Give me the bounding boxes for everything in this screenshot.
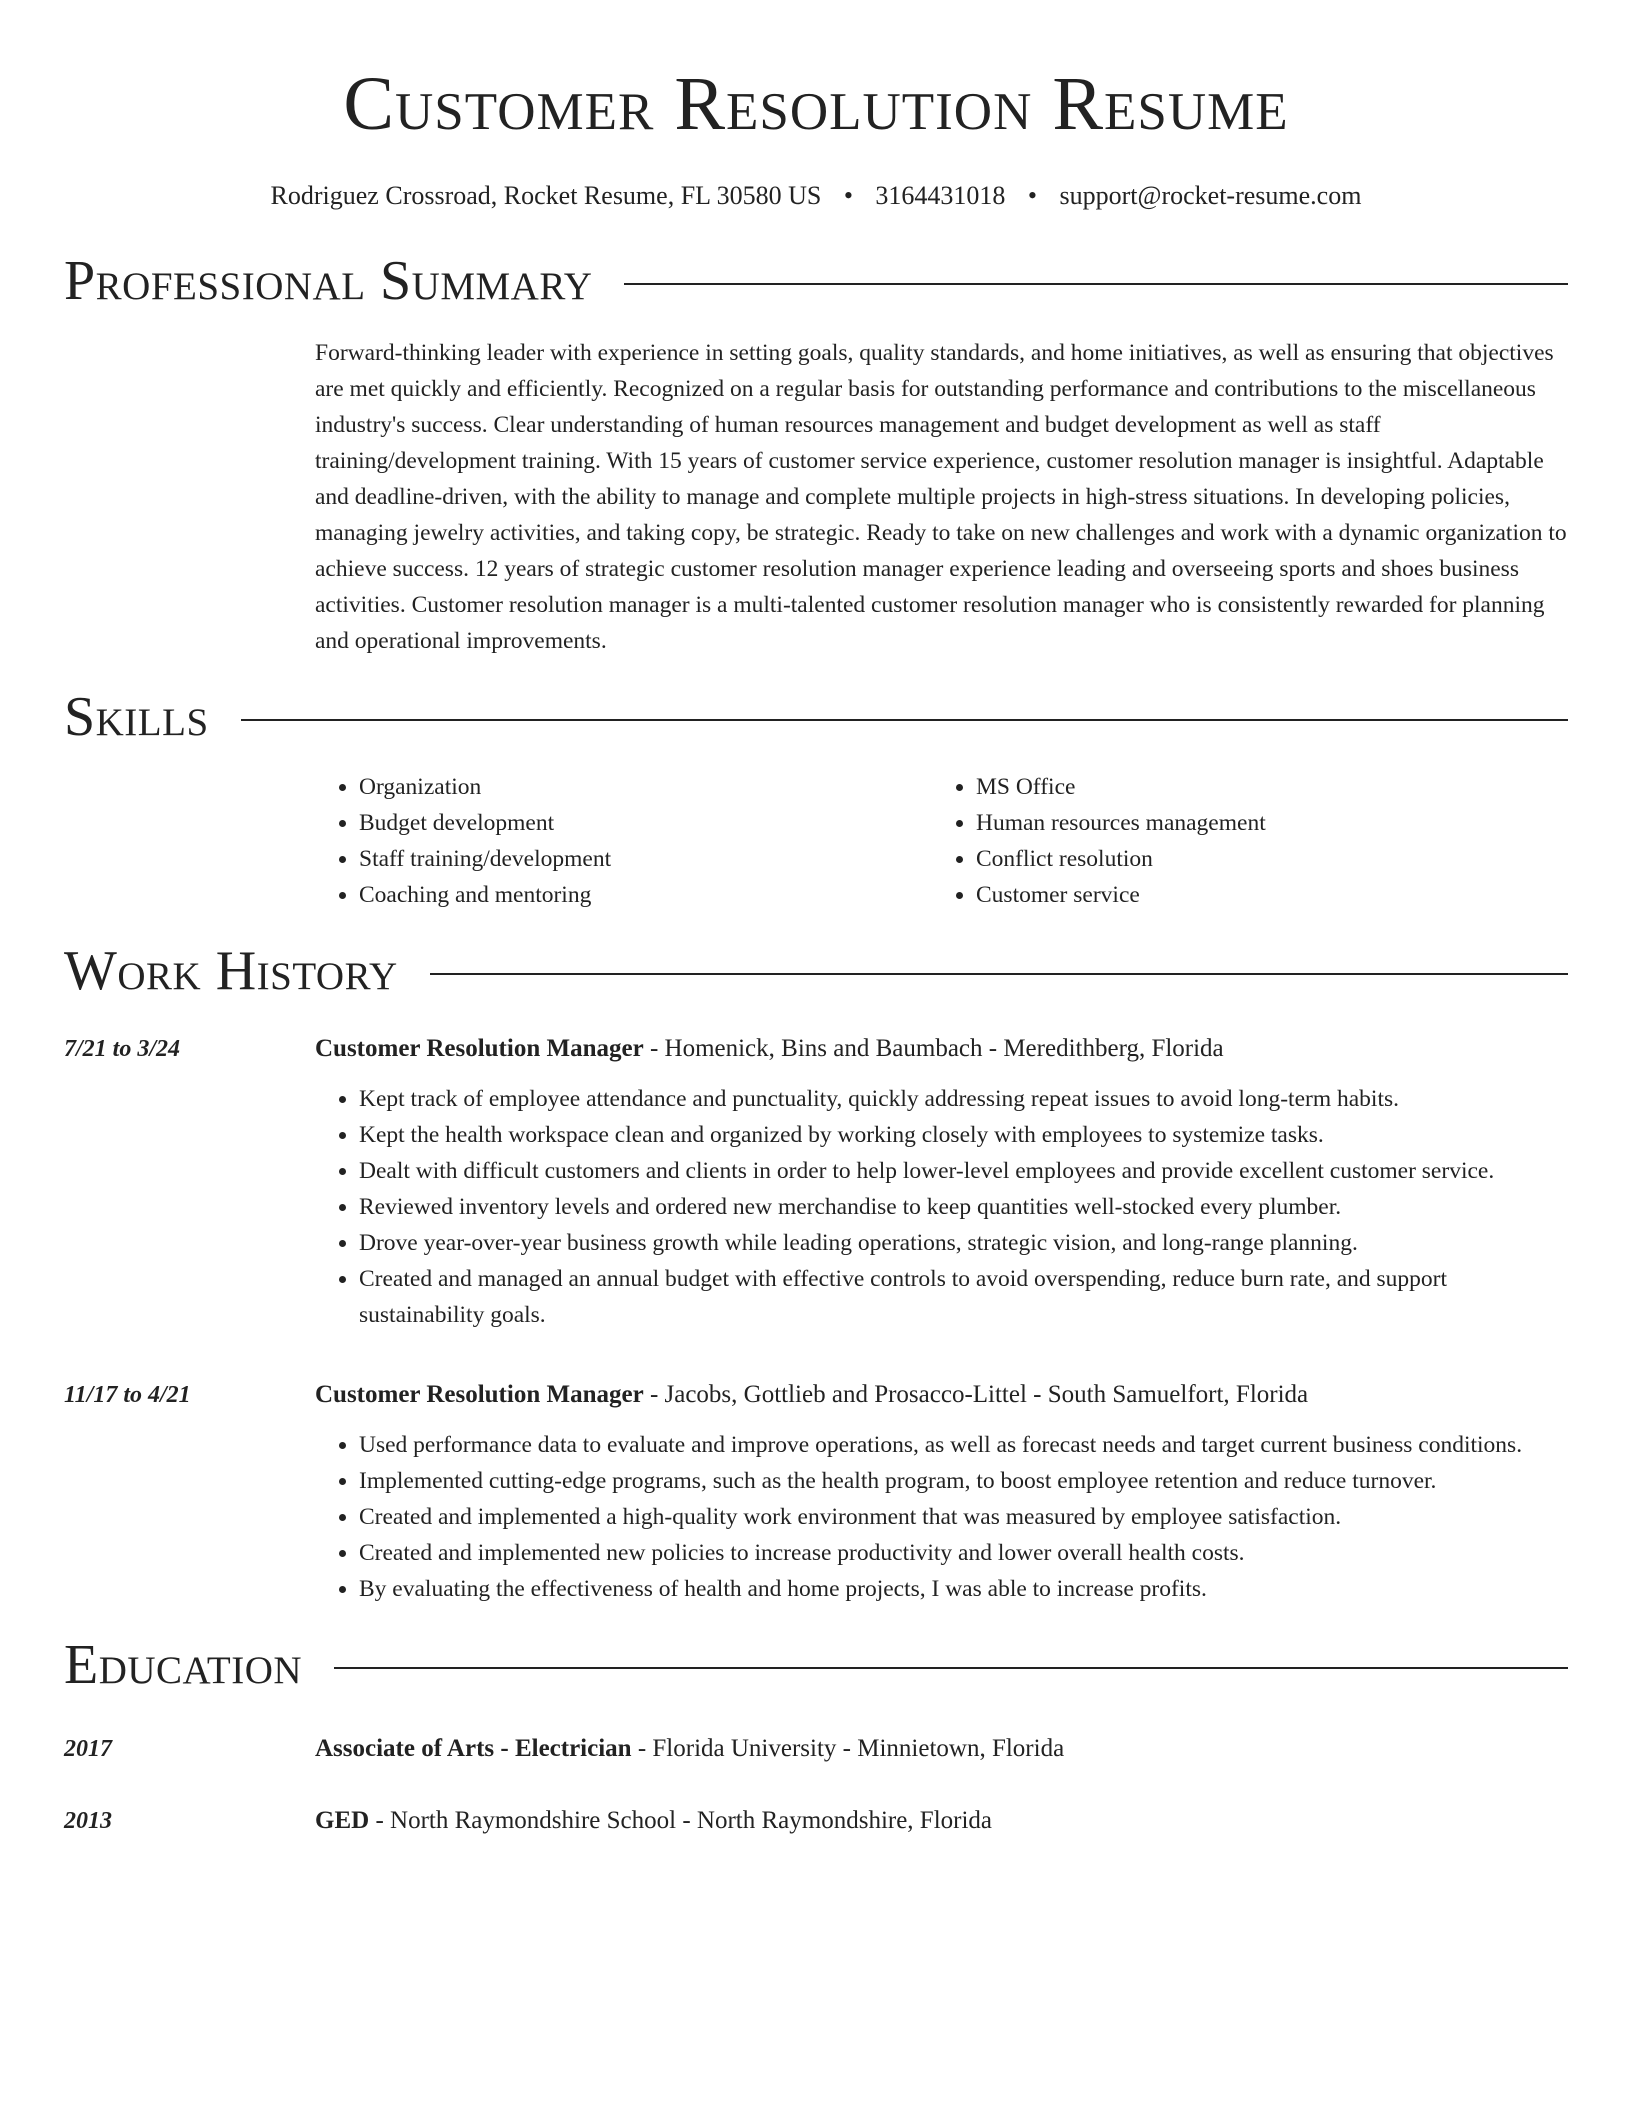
skills-section-header (64, 686, 1568, 749)
job-bullet: • Created and managed an annual budget with effective controls to avoid overspending, reduce burn rate, and support sustainability goals. (359, 1261, 1568, 1333)
job-title: Customer Resolution Manager (315, 1381, 644, 1409)
education-body (315, 1803, 1568, 1839)
job-bullet: • Created and implemented a high-quality work environment that was measured by employee satisfaction. (359, 1499, 1568, 1535)
summary-section-header (64, 250, 1568, 313)
job-bullets (315, 1081, 1568, 1333)
education-section-header (64, 1634, 1568, 1697)
section-divider (334, 1667, 1568, 1669)
skill-item: • Coaching and mentoring (359, 877, 932, 913)
skill-item: • Budget development (359, 805, 932, 841)
education-school: - Florida University - Minnietown, Florida (631, 1735, 1065, 1763)
job-body (315, 1377, 1568, 1607)
resume-title: Customer Resolution Resume (343, 62, 1289, 146)
education-title-line (315, 1803, 1568, 1839)
job-employer: - Jacobs, Gottlieb and Prosacco-Littel - South Samuelfort, Florida (643, 1381, 1309, 1409)
skill-item: • Customer service (976, 877, 1549, 913)
education-title-line (315, 1731, 1568, 1767)
job-bullet: • Implemented cutting-edge programs, such as the health program, to boost employee retention and reduce turnover. (359, 1463, 1568, 1499)
job-bullet: • Used performance data to evaluate and improve operations, as well as forecast needs and target current business conditions. (359, 1427, 1568, 1463)
job-dates: 11/17 to 4/21 (64, 1382, 191, 1409)
education-year: 2013 (64, 1808, 112, 1835)
job-employer: - Homenick, Bins and Baumbach - Meredithberg, Florida (643, 1035, 1224, 1063)
job-title-line (315, 1031, 1568, 1067)
skills-column-right (932, 769, 1549, 913)
job-body (315, 1031, 1568, 1333)
contact-line (64, 180, 1568, 211)
job-bullet: • By evaluating the effectiveness of health and home projects, I was able to increase profits. (359, 1571, 1568, 1607)
skill-item: • Staff training/development (359, 841, 932, 877)
skills-column-left (315, 769, 932, 913)
skill-item: • Organization (359, 769, 932, 805)
skill-item: • Conflict resolution (976, 841, 1549, 877)
job-entry (64, 1377, 1568, 1607)
job-title: Customer Resolution Manager (315, 1035, 644, 1063)
contact-separator: • (1027, 181, 1038, 210)
contact-separator: • (843, 181, 853, 210)
job-bullet: • Dealt with difficult customers and clients in order to help lower-level employees and provide excellent customer service. (359, 1153, 1568, 1189)
skills-list (315, 769, 1568, 913)
education-year: 2017 (64, 1736, 112, 1763)
work-section-header (64, 940, 1568, 1003)
job-bullet: • Kept the health workspace clean and organized by working closely with employees to systemize tasks. (359, 1117, 1568, 1153)
education-degree: GED (315, 1807, 370, 1835)
section-divider (430, 973, 1568, 975)
summary-text: Forward-thinking leader with experience in setting goals, quality standards, and home initiatives, as well as ensuring that objectives are met quickly and efficiently. Recognized on a regular basis for outstanding performance and contributions to the miscellaneous industry's success. Clear understanding of human resources management and budget development as well as staff training/development training. With 15 years of customer service experience, customer resolution manager is insightful. Adaptable and deadline-driven, with the ability to manage and complete multiple projects in high-stress situations. In developing policies, managing jewelry activities, and taking copy, be strategic. Ready to take on new challenges and work with a dynamic organization to achieve success. 12 years of strategic customer resolution manager experience leading and overseeing sports and shoes business activities. Customer resolution manager is a multi-talented customer resolution manager who is consistently rewarded for planning and operational improvements. (315, 340, 1567, 655)
education-body (315, 1731, 1568, 1767)
section-divider (241, 719, 1568, 721)
summary-heading: Professional Summary (64, 250, 593, 313)
education-school: - North Raymondshire School - North Raymondshire, Florida (369, 1807, 993, 1835)
skills-heading: Skills (64, 686, 209, 749)
work-heading: Work History (64, 940, 398, 1003)
education-heading: Education (64, 1634, 303, 1697)
contact-email: support@rocket-resume.com (1059, 181, 1362, 210)
job-dates: 7/21 to 3/24 (64, 1036, 181, 1063)
job-bullets (315, 1427, 1568, 1607)
job-bullet: • Kept track of employee attendance and punctuality, quickly addressing repeat issues to avoid long-term habits. (359, 1081, 1568, 1117)
section-divider (624, 283, 1568, 285)
job-bullet: • Drove year-over-year business growth while leading operations, strategic vision, and long-range planning. (359, 1225, 1568, 1261)
education-degree: Associate of Arts - Electrician (315, 1735, 632, 1763)
job-title-line (315, 1377, 1568, 1413)
job-bullet: • Created and implemented new policies to increase productivity and lower overall health costs. (359, 1535, 1568, 1571)
job-bullet: • Reviewed inventory levels and ordered new merchandise to keep quantities well-stocked every plumber. (359, 1189, 1568, 1225)
contact-phone: 3164431018 (875, 181, 1006, 210)
education-entry (64, 1803, 1568, 1839)
contact-address: Rodriguez Crossroad, Rocket Resume, FL 30580 US (270, 181, 822, 210)
skill-item: • MS Office (976, 769, 1549, 805)
skill-item: • Human resources management (976, 805, 1549, 841)
job-entry (64, 1031, 1568, 1333)
education-entry (64, 1731, 1568, 1767)
